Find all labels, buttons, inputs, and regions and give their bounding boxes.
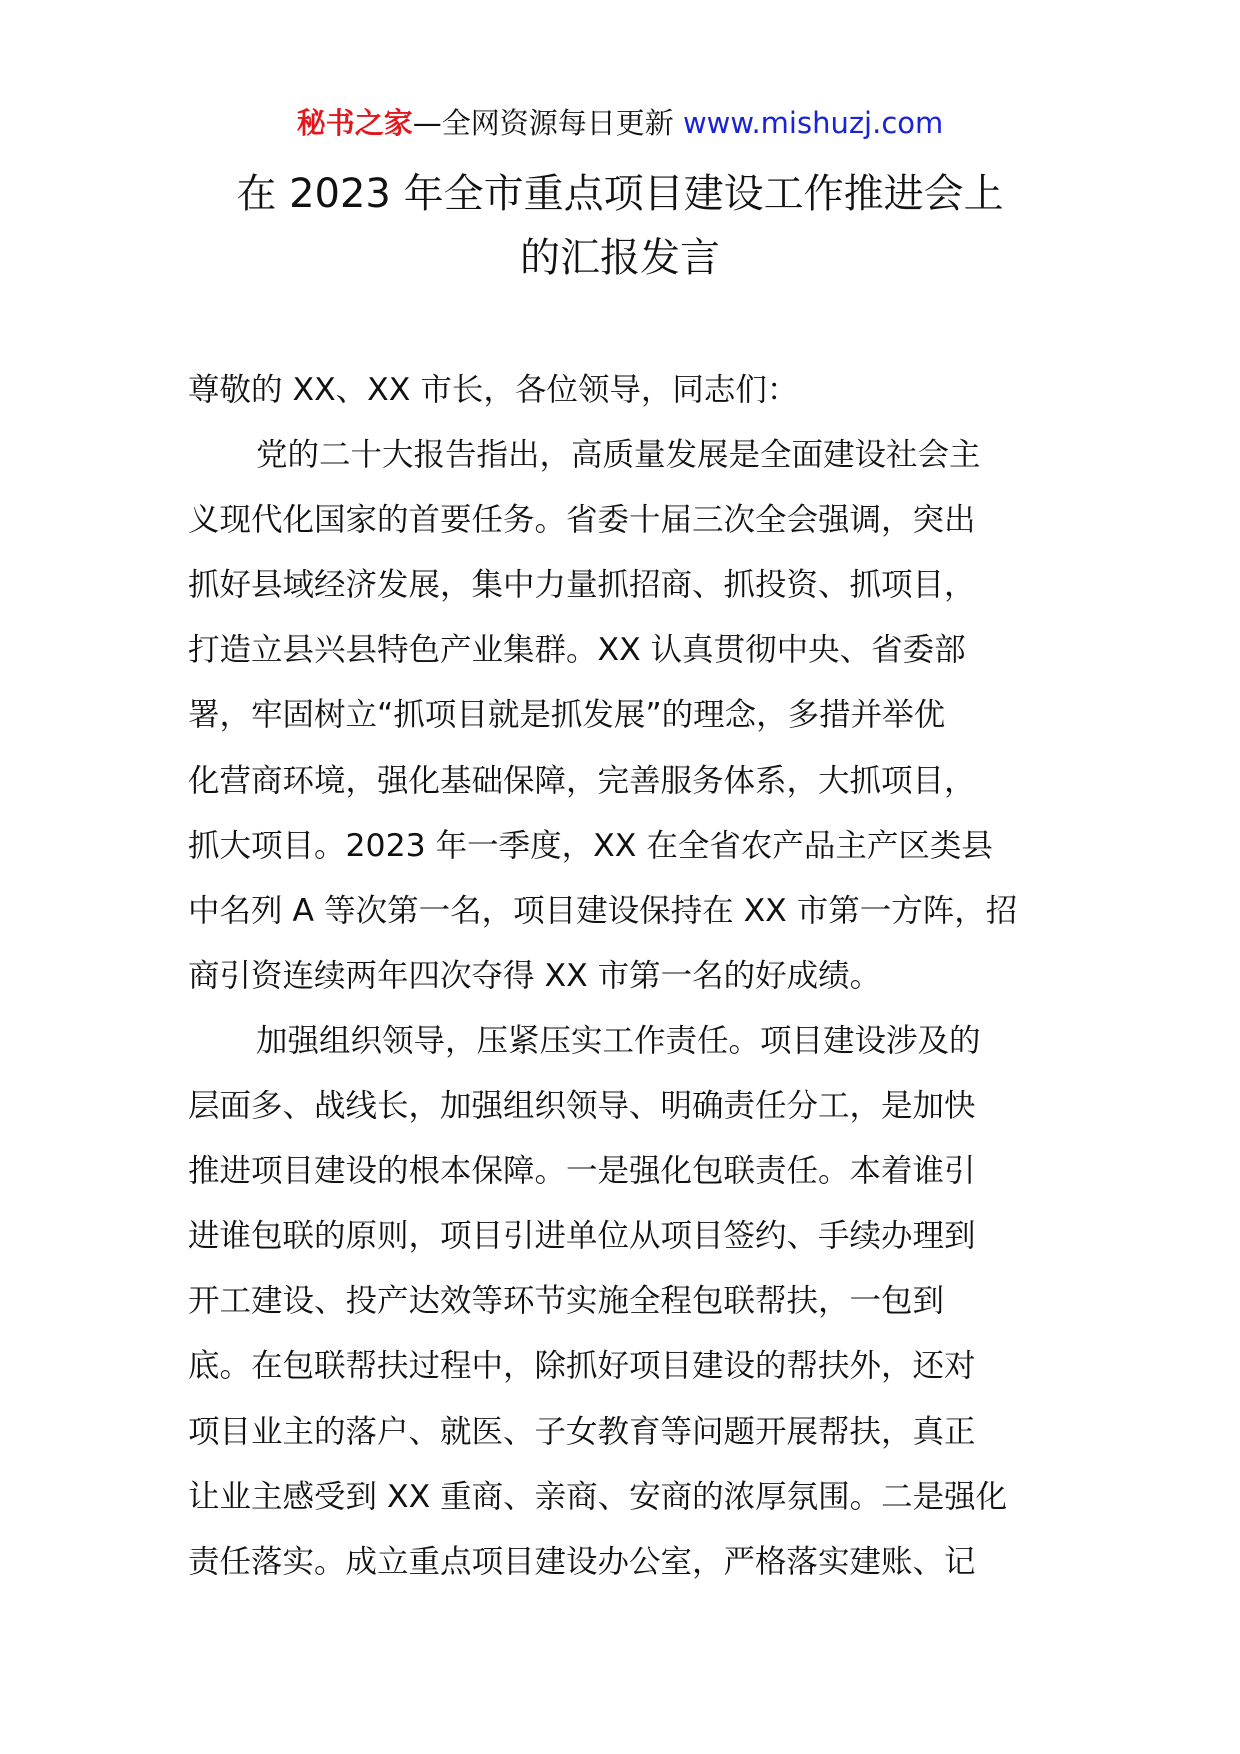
body-line: 推进项目建设的根本保障。一是强化包联责任。本着谁引 — [188, 1153, 976, 1190]
body-line: 层面多、战线长，加强组织领导、明确责任分工，是加快 — [188, 1088, 976, 1125]
body-line: 责任落实。成立重点项目建设办公室，严格落实建账、记 — [188, 1543, 976, 1580]
body-line: 开工建设、投产达效等环节实施全程包联帮扶，一包到 — [188, 1283, 945, 1320]
body-line: 项目业主的落户、就医、子女教育等问题开展帮扶，真正 — [188, 1413, 976, 1450]
body-line: 化营商环境，强化基础保障，完善服务体系，大抓项目， — [188, 762, 976, 799]
body-line: 底。在包联帮扶过程中，除抓好项目建设的帮扶外，还对 — [188, 1348, 976, 1385]
body-line: 抓大项目。2023 年一季度，XX 在全省农产品主产区类县 — [188, 827, 993, 864]
body-line: 义现代化国家的首要任务。省委十届三次全会强调，突出 — [188, 502, 976, 539]
body-line: 商引资连续两年四次夺得 XX 市第一名的好成绩。 — [188, 957, 882, 994]
document-body — [188, 358, 1058, 1595]
site-header — [0, 103, 1240, 143]
document-title — [150, 162, 1090, 290]
body-line: 抓好县域经济发展，集中力量抓招商、抓投资、抓项目， — [188, 567, 976, 604]
body-line: 进谁包联的原则，项目引进单位从项目签约、手续办理到 — [188, 1218, 976, 1255]
body-line: 署，牢固树立“抓项目就是抓发展”的理念，多措并举优 — [188, 697, 946, 734]
body-line: 中名列 A 等次第一名，项目建设保持在 XX 市第一方阵，招 — [188, 892, 1018, 929]
body-line: 党的二十大报告指出，高质量发展是全面建设社会主 — [256, 437, 981, 474]
salutation: 尊敬的 XX、XX 市长，各位领导，同志们： — [188, 372, 799, 408]
body-line: 打造立县兴县特色产业集群。XX 认真贯彻中央、省委部 — [188, 632, 966, 669]
title-line-1: 在 2023 年全市重点项目建设工作推进会上 — [236, 171, 1004, 217]
brand-name: 秘书之家 — [296, 106, 413, 140]
title-line-2: 的汇报发言 — [520, 235, 720, 281]
header-tagline: —全网资源每日更新 — [412, 106, 683, 140]
body-line: 加强组织领导，压紧压实工作责任。项目建设涉及的 — [256, 1022, 981, 1059]
site-url: www.mishuzj.com — [682, 106, 944, 140]
body-line: 让业主感受到 XX 重商、亲商、安商的浓厚氛围。二是强化 — [188, 1478, 1008, 1515]
